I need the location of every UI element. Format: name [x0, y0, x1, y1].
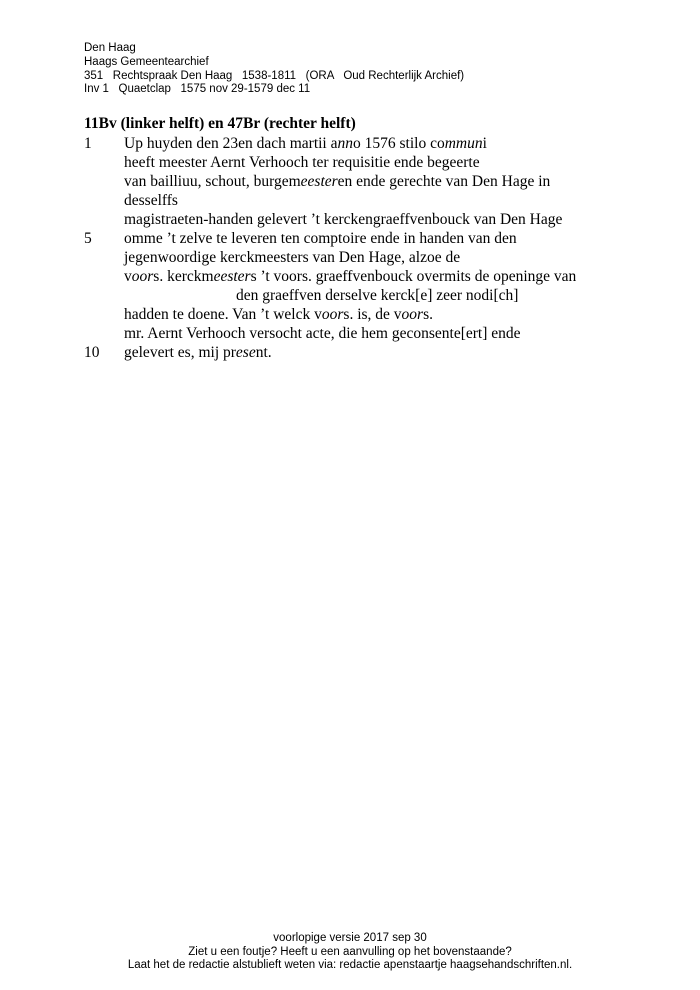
transcription-line	[84, 267, 624, 286]
line-text: jegenwoordige kerckmeesters van Den Hage, alzoe de	[124, 249, 461, 266]
line-text: hadden te doene. Van ’t welck voors. is, de voors.	[124, 306, 433, 323]
transcription-line	[84, 191, 624, 210]
transcription-line	[84, 172, 624, 191]
footer-question: Ziet u een foutje? Heeft u een aanvulling op het bovenstaande?	[188, 945, 512, 958]
line-text: Up huyden den 23en dach martii anno 1576 stilo communi	[124, 135, 487, 152]
transcription-line	[84, 248, 624, 267]
header-collection: 351 Rechtspraak Den Haag 1538-1811 (ORA Oud Rechterlijk Archief)	[84, 69, 465, 82]
line-text: omme ’t zelve te leveren ten comptoire ende in handen van den	[124, 230, 517, 247]
line-number: 1	[84, 135, 92, 152]
line-text: den graeffven derselve kerck[e] zeer nodi[ch]	[236, 287, 519, 304]
line-text: gelevert es, mij present.	[124, 344, 272, 361]
line-text: magistraeten-handen gelevert ’t kerckengraeffvenbouck van Den Hage	[124, 211, 563, 228]
footer-contact: Laat het de redactie alstublieft weten via: redactie apenstaartje haagsehandschriften.nl.	[127, 959, 573, 972]
transcription-body	[84, 134, 624, 362]
transcription-line	[84, 229, 624, 248]
section-title: 11Bv (linker helft) en 47Br (rechter helft)	[84, 115, 356, 132]
transcription-line	[84, 210, 624, 229]
line-text: mr. Aernt Verhooch versocht acte, die hem geconsente[ert] ende	[124, 325, 521, 342]
header-inventory: Inv 1 Quaetclap 1575 nov 29-1579 dec 11	[84, 83, 311, 96]
page-footer	[0, 932, 700, 973]
line-text: desselffs	[124, 192, 178, 209]
archive-header	[84, 42, 464, 97]
line-number: 10	[84, 344, 100, 361]
transcription-line	[84, 153, 624, 172]
line-text: heeft meester Aernt Verhooch ter requisitie ende begeerte	[124, 154, 480, 171]
line-text: voors. kerckmeesters ’t voors. graeffvenbouck overmits de openinge van	[124, 268, 577, 285]
transcription-line	[84, 305, 624, 324]
footer-version: voorlopige versie 2017 sep 30	[273, 932, 427, 944]
transcription-line	[84, 286, 624, 305]
transcription-line	[84, 324, 624, 343]
transcription-line	[84, 343, 624, 362]
line-number: 5	[84, 230, 92, 247]
header-city: Den Haag	[84, 42, 136, 54]
header-archive: Haags Gemeentearchief	[84, 55, 209, 68]
transcription-line	[84, 134, 624, 153]
line-text: van bailliuu, schout, burgemeesteren ende gerechte van Den Hage in	[124, 173, 551, 190]
